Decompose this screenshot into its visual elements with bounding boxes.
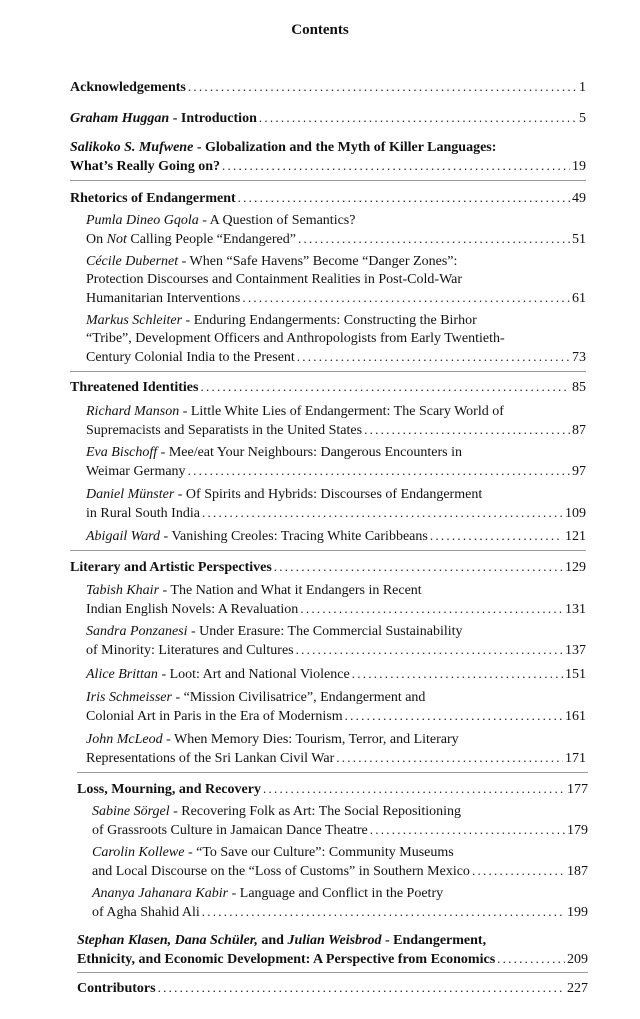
entry-title: and Local Discourse on the “Loss of Customs” in Southern Mexico: [92, 864, 470, 879]
entry-title: Representations of the Sri Lankan Civil War: [86, 751, 335, 766]
page-title: Contents: [291, 22, 349, 38]
entry-separator: -: [169, 111, 181, 126]
toc-entry-sorgel-line2[interactable]: [92, 821, 588, 840]
dot-leader: [430, 527, 563, 546]
toc-entry-mufwene-line1[interactable]: [70, 139, 496, 157]
dot-leader: [297, 348, 570, 367]
toc-entry-ponzanesi-line1[interactable]: [86, 623, 463, 641]
page-number: 97: [572, 464, 586, 479]
toc-entry-ponzanesi-line2[interactable]: [86, 641, 586, 660]
dot-leader: [296, 641, 563, 660]
toc-entry-schmeisser-line1[interactable]: [86, 689, 425, 707]
toc-entry-dubernet-line2[interactable]: Protection Discourses and Containment Realities in Post-Cold-War: [86, 272, 463, 287]
entry-conjunction: and: [257, 933, 288, 948]
toc-entry-brittan[interactable]: [86, 665, 586, 684]
page-number: 151: [565, 667, 586, 682]
dot-leader: [472, 862, 565, 881]
page-number: 177: [567, 782, 588, 797]
dot-leader: [202, 903, 565, 922]
dot-leader: [202, 504, 563, 523]
dot-leader: [345, 707, 563, 726]
entry-separator: -: [193, 140, 205, 155]
entry-title: Globalization and the Myth of Killer Languages:: [204, 140, 497, 155]
toc-entry-dubernet-line1[interactable]: [86, 253, 457, 271]
toc-section-rhetorics[interactable]: [70, 189, 586, 208]
entry-author: Julian Weisbrod: [287, 933, 382, 948]
toc-entry-sorgel-line1[interactable]: [92, 803, 461, 821]
toc-entry-dubernet-line3[interactable]: [86, 289, 586, 308]
entry-author: John McLeod: [86, 732, 163, 747]
page-number: 19: [572, 159, 586, 174]
entry-title: Indian English Novels: A Revaluation: [86, 602, 299, 617]
page-number: 121: [565, 529, 586, 544]
page-number: 49: [572, 191, 586, 206]
toc-entry-manson-line1[interactable]: [86, 403, 504, 421]
entry-author: Sabine Sörgel: [92, 804, 170, 819]
page-number: 73: [572, 350, 586, 365]
section-label: Literary and Artistic Perspectives: [70, 560, 272, 575]
toc-entry-schleiter-line3[interactable]: [86, 348, 586, 367]
entry-title: - Little White Lies of Endangerment: The Scary World of: [179, 404, 504, 419]
page-number: 179: [567, 823, 588, 838]
dot-leader: [259, 109, 577, 128]
entry-title: On: [86, 232, 107, 247]
entry-author: Tabish Khair: [86, 583, 160, 598]
entry-title: - Endangerment,: [381, 933, 487, 948]
page-number: 171: [565, 751, 586, 766]
toc-section-threatened[interactable]: [70, 378, 586, 397]
dot-leader: [364, 421, 570, 440]
entry-title: of Grassroots Culture in Jamaican Dance Theatre: [92, 823, 368, 838]
entry-label: Acknowledgements: [70, 80, 186, 95]
dot-leader: [336, 749, 563, 768]
entry-title: of Agha Shahid Ali: [92, 905, 200, 920]
dot-leader: [298, 230, 570, 249]
entry-author: Alice Brittan: [86, 667, 158, 682]
entry-title: - Enduring Endangerments: Constructing the Birhor: [182, 313, 477, 328]
toc-entry-schmeisser-line2[interactable]: [86, 707, 586, 726]
toc-entry-khair-line1[interactable]: [86, 582, 422, 600]
page-number: 227: [567, 981, 588, 996]
entry-title: - Mee/eat Your Neighbours: Dangerous Encounters in: [157, 445, 462, 460]
entry-title: - “Mission Civilisatrice”, Endangerment and: [171, 690, 426, 705]
page-number: 161: [565, 709, 586, 724]
toc-entry-kabir-line1[interactable]: [92, 885, 443, 903]
toc-entry-kollewe-line2[interactable]: [92, 862, 588, 881]
divider: [77, 772, 588, 773]
dot-leader: [188, 462, 570, 481]
divider: [70, 180, 586, 181]
toc-entry-munster-line1[interactable]: [86, 486, 482, 504]
page-number: 61: [572, 291, 586, 306]
entry-author: Graham Huggan: [70, 111, 170, 126]
dot-leader: [158, 979, 565, 998]
toc-section-loss[interactable]: [77, 780, 588, 799]
toc-entry-schleiter-line2[interactable]: “Tribe”, Development Officers and Anthropologists from Early Twentieth-: [86, 331, 505, 346]
entry-title: - A Question of Semantics?: [198, 213, 356, 228]
dot-leader: [242, 289, 570, 308]
page-number: 129: [565, 560, 586, 575]
entry-title: Century Colonial India to the Present: [86, 350, 295, 365]
dot-leader: [497, 950, 565, 969]
entry-title: - Of Spirits and Hybrids: Discourses of Endangerment: [174, 487, 483, 502]
entry-author: Stephan Klasen, Dana Schüler,: [77, 933, 258, 948]
page-number: 199: [567, 905, 588, 920]
entry-title: - Recovering Folk as Art: The Social Repositioning: [169, 804, 462, 819]
entry-title: What’s Really Going on?: [70, 159, 220, 174]
toc-entry-bischoff-line2[interactable]: [86, 462, 586, 481]
toc-entry-kollewe-line1[interactable]: [92, 844, 454, 862]
entry-author: Ananya Jahanara Kabir: [92, 886, 229, 901]
page-number: 1: [579, 80, 586, 95]
page-number: 109: [565, 506, 586, 521]
entry-title: Weimar Germany: [86, 464, 186, 479]
dot-leader: [238, 189, 570, 208]
page-number: 87: [572, 423, 586, 438]
entry-title: Supremacists and Separatists in the United States: [86, 423, 363, 438]
toc-entry-klasen-line2[interactable]: [77, 950, 588, 969]
toc-entry-munster-line2[interactable]: [86, 504, 586, 523]
toc-entry-kabir-line2[interactable]: [92, 903, 588, 922]
entry-title: Ethnicity, and Economic Development: A Perspective from Economics: [77, 952, 496, 967]
entry-author: Pumla Dineo Gqola: [86, 213, 199, 228]
entry-title: Colonial Art in Paris in the Era of Modernism: [86, 709, 343, 724]
dot-leader: [188, 78, 577, 97]
toc-entry-klasen-line1[interactable]: [77, 932, 486, 950]
entry-author: Iris Schmeisser: [86, 690, 172, 705]
entry-label: Contributors: [77, 981, 156, 996]
page-number: 51: [572, 232, 586, 247]
toc-entry-khair-line2[interactable]: [86, 600, 586, 619]
dot-leader: [222, 157, 570, 176]
divider: [70, 550, 586, 551]
entry-title: - When Memory Dies: Tourism, Terror, and Literary: [162, 732, 459, 747]
entry-title: in Rural South India: [86, 506, 200, 521]
entry-author: Eva Bischoff: [86, 445, 158, 460]
entry-author: Markus Schleiter: [86, 313, 183, 328]
entry-title: - Loot: Art and National Violence: [157, 667, 350, 682]
toc-entry-mcleod-line2[interactable]: [86, 749, 586, 768]
page-number: 137: [565, 643, 586, 658]
toc-entry-mcleod-line1[interactable]: [86, 731, 459, 749]
divider: [70, 371, 586, 372]
dot-leader: [274, 558, 563, 577]
dot-leader: [263, 780, 565, 799]
entry-author: Cécile Dubernet: [86, 254, 179, 269]
entry-author: Carolin Kollewe: [92, 845, 185, 860]
section-label: Threatened Identities: [70, 380, 199, 395]
page-number: 85: [572, 380, 586, 395]
entry-title: Introduction: [180, 111, 257, 126]
page-number: 187: [567, 864, 588, 879]
toc-section-literary[interactable]: [70, 558, 586, 577]
entry-title: Calling People “Endangered”: [126, 232, 296, 247]
entry-title: of Minority: Literatures and Cultures: [86, 643, 294, 658]
dot-leader: [370, 821, 565, 840]
toc-entry-gqola-line1[interactable]: [86, 212, 355, 230]
entry-title: - The Nation and What it Endangers in Recent: [159, 583, 422, 598]
dot-leader: [352, 665, 563, 684]
section-label: Rhetorics of Endangerment: [70, 191, 236, 206]
page-number: 5: [579, 111, 586, 126]
entry-title-emphasis: Not: [106, 232, 127, 247]
toc-entry-acknowledgements[interactable]: [70, 78, 586, 97]
section-label: Loss, Mourning, and Recovery: [77, 782, 261, 797]
dot-leader: [200, 378, 570, 397]
divider: [77, 972, 588, 973]
entry-author: Salikoko S. Mufwene: [70, 140, 194, 155]
toc-entry-contributors[interactable]: [77, 979, 588, 998]
toc-entry-ward[interactable]: [86, 527, 586, 546]
entry-title: - Language and Conflict in the Poetry: [228, 886, 444, 901]
entry-author: Sandra Ponzanesi: [86, 624, 188, 639]
entry-title: - Under Erasure: The Commercial Sustainability: [187, 624, 463, 639]
page-number: 131: [565, 602, 586, 617]
entry-title: Humanitarian Interventions: [86, 291, 241, 306]
entry-title: - Vanishing Creoles: Tracing White Caribbeans: [160, 529, 428, 544]
toc-entry-mufwene-line2[interactable]: [70, 157, 586, 176]
toc-entry-gqola-line2[interactable]: [86, 230, 586, 249]
entry-author: Daniel Münster: [86, 487, 175, 502]
entry-title: - “To Save our Culture”: Community Museums: [184, 845, 454, 860]
entry-author: Richard Manson: [86, 404, 180, 419]
page-number: 209: [567, 952, 588, 967]
toc-entry-manson-line2[interactable]: [86, 421, 586, 440]
toc-entry-introduction[interactable]: [70, 109, 586, 128]
entry-author: Abigail Ward: [86, 529, 161, 544]
dot-leader: [300, 600, 563, 619]
toc-entry-schleiter-line1[interactable]: [86, 312, 477, 330]
toc-entry-bischoff-line1[interactable]: [86, 444, 462, 462]
entry-title: - When “Safe Havens” Become “Danger Zones”:: [178, 254, 458, 269]
